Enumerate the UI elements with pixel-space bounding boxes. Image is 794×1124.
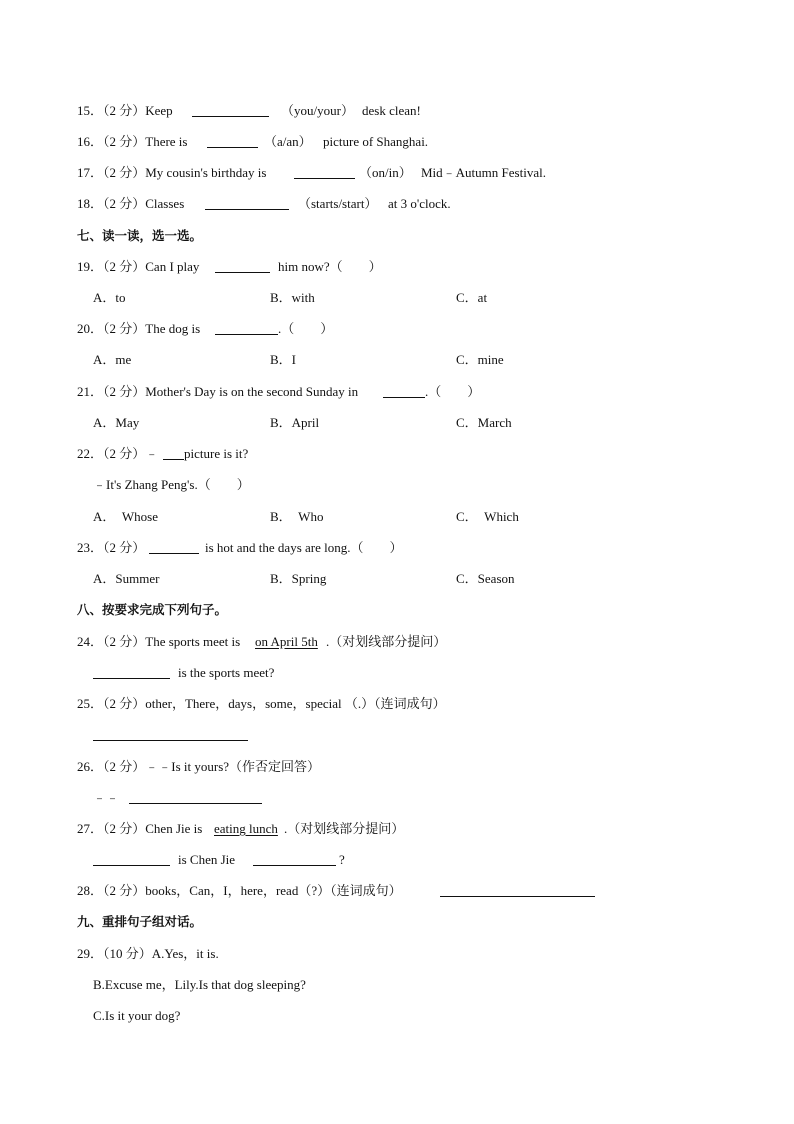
question-25 [0, 694, 794, 714]
option-c[interactable]: C．Season [456, 571, 515, 586]
question-28-text: 28．（2 分）books，Can，I，here，read（?）（连词成句） [77, 883, 402, 898]
underlined-phrase: on April 5th [255, 634, 318, 649]
question-21 [0, 382, 794, 402]
question-19-suffix: him now?（ ） [278, 259, 382, 274]
question-17-text: 17．（2 分）My cousin's birthday is [77, 165, 267, 180]
question-23-text: 23．（2 分） [77, 540, 146, 555]
question-24 [0, 632, 794, 652]
answer-blank[interactable] [207, 147, 258, 148]
question-29 [0, 944, 794, 964]
question-23-options [0, 569, 794, 589]
answer-blank[interactable] [93, 678, 170, 679]
answer-line[interactable] [129, 803, 262, 804]
question-18 [0, 194, 794, 214]
question-24-text: 24．（2 分）The sports meet is [77, 634, 241, 649]
question-17-suffix: Mid﹣Autumn Festival. [421, 165, 546, 180]
question-25-answer [0, 725, 794, 745]
answer-blank[interactable] [163, 459, 184, 460]
question-19-text: 19．（2 分）Can I play [77, 259, 200, 274]
question-27 [0, 819, 794, 839]
answer-suffix: is the sports meet? [178, 665, 275, 680]
answer-line[interactable] [440, 896, 595, 897]
answer-blank[interactable] [149, 553, 199, 554]
question-16-hint: （a/an） [264, 134, 312, 149]
section-title: 八、按要求完成下列句子。 [77, 602, 228, 617]
answer-blank[interactable] [205, 209, 289, 210]
dialogue-line: ﹣It's Zhang Peng's.（ ） [93, 477, 250, 492]
question-26-text: 26．（2 分）﹣﹣Is it yours?（作否定回答） [77, 759, 321, 774]
question-20-options [0, 350, 794, 370]
option-c[interactable]: C．March [456, 415, 512, 430]
question-26 [0, 757, 794, 777]
question-27-suffix: .（对划线部分提问） [284, 821, 405, 836]
option-c[interactable]: C．at [456, 290, 488, 305]
question-29-text: 29．（10 分）A.Yes，it is. [77, 946, 219, 961]
question-16-text: 16．（2 分）There is [77, 134, 188, 149]
section-title: 七、读一读，选一选。 [77, 228, 203, 243]
option-a[interactable]: A．May [93, 415, 140, 430]
question-27-answer [0, 850, 794, 870]
question-28 [0, 881, 794, 901]
question-20-suffix: .（ ） [278, 321, 334, 336]
option-c[interactable]: C．mine [456, 352, 504, 367]
question-15-text: 15．（2 分）Keep [77, 103, 173, 118]
question-24-answer [0, 663, 794, 683]
question-15-hint: （you/your） [281, 103, 354, 118]
option-b[interactable]: B． Who [270, 509, 324, 524]
option-a[interactable]: A．Summer [93, 571, 160, 586]
question-20-text: 20．（2 分）The dog is [77, 321, 201, 336]
option-b[interactable]: B．with [270, 290, 315, 305]
answer-blank[interactable] [253, 865, 336, 866]
question-25-text: 25．（2 分）other，There，days，some，special （.）（连词成句） [77, 696, 446, 711]
question-26-answer [0, 788, 794, 808]
question-24-suffix: .（对划线部分提问） [326, 634, 447, 649]
question-20 [0, 319, 794, 339]
answer-blank[interactable] [294, 178, 355, 179]
answer-blank[interactable] [383, 397, 425, 398]
answer-mid: is Chen Jie [178, 852, 236, 867]
answer-blank[interactable] [215, 272, 270, 273]
question-23-suffix: is hot and the days are long.（ ） [205, 540, 403, 555]
question-29-line-b [0, 975, 794, 995]
question-18-text: 18．（2 分）Classes [77, 196, 185, 211]
question-22-text: 22．（2 分）﹣ [77, 446, 159, 461]
question-23 [0, 538, 794, 558]
underlined-phrase: eating lunch [214, 821, 278, 836]
dialogue-line-c: C.Is it your dog? [93, 1008, 181, 1023]
option-c[interactable]: C． Which [456, 509, 519, 524]
question-16 [0, 132, 794, 152]
question-15 [0, 101, 794, 121]
question-22-line-2 [0, 475, 794, 495]
answer-dashes: ﹣﹣ [93, 790, 120, 805]
question-19 [0, 257, 794, 277]
section-9-heading [0, 912, 794, 932]
question-15-suffix: desk clean! [362, 103, 421, 118]
question-21-suffix: .（ ） [425, 384, 481, 399]
option-b[interactable]: B．I [270, 352, 297, 367]
question-29-line-c [0, 1006, 794, 1026]
answer-end: ? [339, 852, 345, 867]
question-27-text: 27．（2 分）Chen Jie is [77, 821, 203, 836]
question-22 [0, 444, 794, 464]
question-17-hint: （on/in） [359, 165, 412, 180]
option-a[interactable]: A．to [93, 290, 126, 305]
dialogue-line-b: B.Excuse me，Lily.Is that dog sleeping? [93, 977, 306, 992]
question-21-options [0, 413, 794, 433]
question-19-options [0, 288, 794, 308]
section-title: 九、重排句子组对话。 [77, 914, 203, 929]
question-18-hint: （starts/start） [298, 196, 378, 211]
question-16-suffix: picture of Shanghai. [323, 134, 429, 149]
question-22-options [0, 507, 794, 527]
question-22-suffix: picture is it? [184, 446, 249, 461]
section-8-heading [0, 600, 794, 620]
answer-blank[interactable] [215, 334, 278, 335]
option-a[interactable]: A．me [93, 352, 132, 367]
question-17 [0, 163, 794, 183]
answer-blank[interactable] [93, 865, 170, 866]
answer-blank[interactable] [192, 116, 269, 117]
option-b[interactable]: B．April [270, 415, 320, 430]
answer-line[interactable] [93, 740, 248, 741]
option-a[interactable]: A． Whose [93, 509, 158, 524]
section-7-heading [0, 226, 794, 246]
question-21-text: 21．（2 分）Mother's Day is on the second Sunday in [77, 384, 359, 399]
question-18-suffix: at 3 o'clock. [388, 196, 451, 211]
option-b[interactable]: B．Spring [270, 571, 327, 586]
